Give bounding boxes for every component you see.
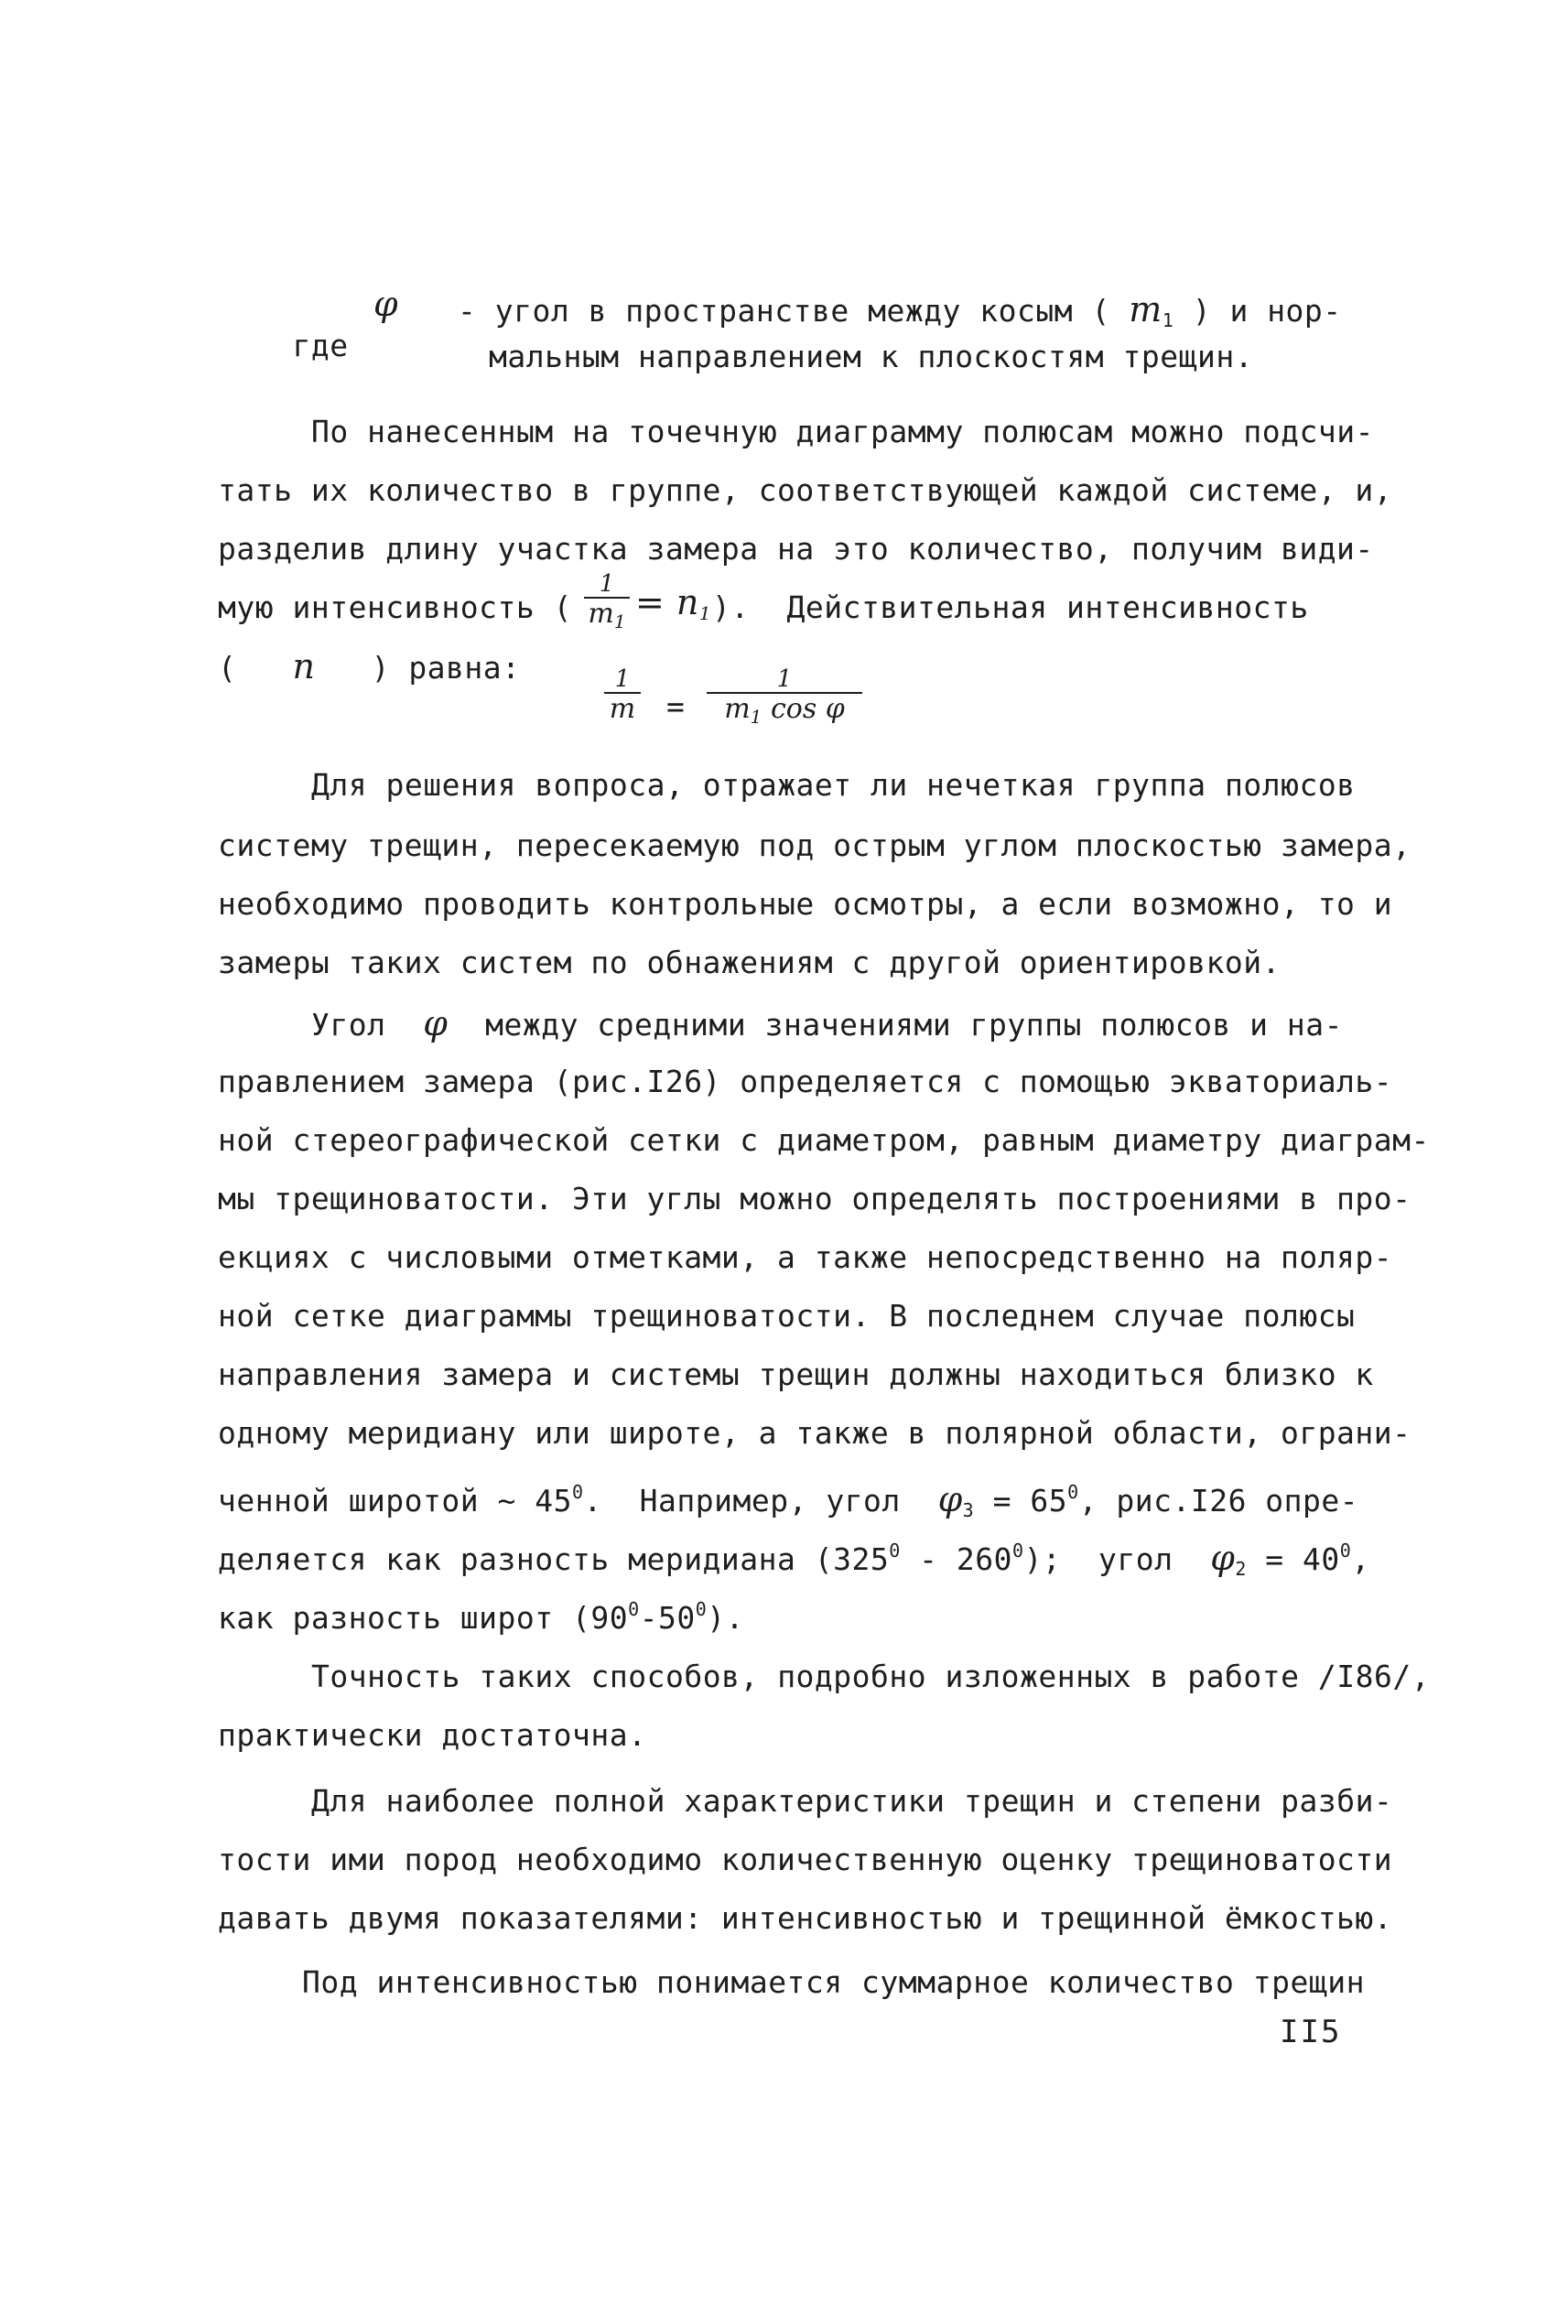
definition-text bbox=[458, 291, 1342, 339]
p3-l10-b: - 260 bbox=[900, 1541, 1013, 1577]
p3-line-10 bbox=[218, 1532, 1370, 1587]
p3-l9-deg1: 0 bbox=[572, 1481, 584, 1503]
eq-n1 bbox=[635, 584, 711, 632]
p3-line-9 bbox=[218, 1474, 1358, 1529]
p2-line-3: необходимо проводить контрольные осмотры, а если возможно, то и bbox=[218, 886, 1393, 922]
p3-line-1 bbox=[311, 1005, 1343, 1043]
p3-l10-phi-sub: 2 bbox=[1235, 1558, 1247, 1580]
p6-line-1: Под интенсивностью понимается суммарное количество трещин bbox=[302, 1964, 1365, 2000]
p3-line-7: направления замера и системы трещин должны находиться близко к bbox=[218, 1357, 1374, 1392]
p3-l11-c: ). bbox=[707, 1600, 745, 1636]
eq-n-sub: 1 bbox=[698, 602, 712, 624]
p3-l11-deg1: 0 bbox=[628, 1598, 640, 1620]
word-gde: где bbox=[292, 328, 349, 363]
formula-rhs-cos: cos φ bbox=[770, 693, 845, 725]
p3-l10-deg1: 0 bbox=[889, 1540, 901, 1562]
p3-line-6: ной сетке диаграммы трещиноватости. В последнем случае полюсы bbox=[218, 1298, 1356, 1334]
p3-l1-a: Угол bbox=[311, 1007, 386, 1043]
p1-line-4b: ). Действительная интенсивность bbox=[712, 589, 1309, 625]
p3-l9-c: = 65 bbox=[992, 1483, 1068, 1519]
symbol-phi: φ bbox=[373, 284, 399, 324]
p3-line-11 bbox=[218, 1591, 744, 1637]
formula-rhs-m: m bbox=[724, 693, 751, 725]
p3-l9-b: . Например, угол bbox=[583, 1483, 901, 1519]
p2-line-4: замеры таких систем по обнажениям с другой ориентировкой. bbox=[218, 945, 1281, 980]
p3-l1-b: между средними значениями группы полюсов и на- bbox=[485, 1007, 1344, 1043]
formula-eq: = bbox=[666, 688, 686, 724]
definition-line-2: мальным направлением к плоскостям трещин. bbox=[489, 339, 1254, 374]
p1-l5-rest: ) равна: bbox=[371, 650, 521, 686]
frac-den-m: m bbox=[588, 598, 614, 630]
p3-l10-a: деляется как разность меридиана (325 bbox=[218, 1541, 890, 1577]
formula-rhs-sub: 1 bbox=[750, 706, 762, 728]
p3-l10-d: = 40 bbox=[1265, 1541, 1340, 1577]
formula-rhs-num: 1 bbox=[776, 665, 793, 693]
frac-den bbox=[584, 599, 630, 637]
p3-l9-a: ченной широтой ∼ 45 bbox=[218, 1483, 572, 1519]
p3-l9-deg2: 0 bbox=[1067, 1481, 1079, 1503]
symbol-m: m bbox=[1129, 289, 1162, 330]
p1-line-1: По нанесенным на точечную диаграмму полюсам можно подсчи- bbox=[311, 414, 1374, 449]
p3-l9-phi: φ bbox=[937, 1479, 963, 1519]
formula-lhs bbox=[604, 666, 641, 725]
p2-line-1: Для решения вопроса, отражает ли нечеткая группа полюсов bbox=[311, 767, 1356, 803]
p4-line-1: Точность таких способов, подробно изложенных в работе /I86/, bbox=[311, 1659, 1431, 1694]
p3-l10-deg2: 0 bbox=[1012, 1540, 1024, 1562]
page-number: II5 bbox=[1280, 2014, 1342, 2050]
p1-line-3: разделив длину участка замера на это количество, получим види- bbox=[218, 531, 1374, 567]
p3-line-8: одному меридиану или широте, а также в полярной области, ограни- bbox=[218, 1415, 1411, 1451]
definition-line-1 bbox=[218, 291, 349, 401]
formula-rhs bbox=[707, 666, 862, 732]
p1-l5-open: ( bbox=[218, 650, 237, 686]
formula-lhs-den: m bbox=[609, 693, 636, 725]
p1-line-2: тать их количество в группе, соответствующей каждой системе, и, bbox=[218, 472, 1393, 508]
definition-text-a: - угол в пространстве между косым ( bbox=[458, 293, 1110, 329]
p2-line-2: систему трещин, пересекаемую под острым углом плоскостью замера, bbox=[218, 827, 1411, 863]
frac-num: 1 bbox=[599, 570, 615, 598]
p3-l10-deg3: 0 bbox=[1339, 1540, 1352, 1562]
p3-l11-deg2: 0 bbox=[695, 1598, 708, 1620]
p3-l9-phi-sub: 3 bbox=[962, 1499, 975, 1521]
p3-l10-phi: φ bbox=[1210, 1538, 1236, 1578]
p3-l11-a: как разность широт (90 bbox=[218, 1600, 629, 1636]
p3-l10-c: ); угол bbox=[1023, 1541, 1173, 1577]
p3-phi: φ bbox=[423, 1003, 449, 1043]
p3-l9-d: , рис.I26 опре- bbox=[1078, 1483, 1359, 1519]
p3-l11-b: -50 bbox=[639, 1600, 696, 1636]
p5-line-1: Для наиболее полной характеристики трещин и степени разби- bbox=[311, 1783, 1393, 1819]
symbol-m-sub: 1 bbox=[1162, 309, 1174, 331]
formula-rhs-den bbox=[707, 694, 862, 732]
p5-line-3: давать двумя показателями: интенсивностью и трещинной ёмкостью. bbox=[218, 1900, 1393, 1936]
p1-line-5 bbox=[218, 648, 521, 686]
formula-lhs-num: 1 bbox=[614, 665, 631, 693]
p5-line-2: тости ими пород необходимо количественную оценку трещиноватости bbox=[218, 1842, 1393, 1877]
definition-text-b: ) и нор- bbox=[1192, 293, 1342, 329]
p3-l10-e: , bbox=[1351, 1541, 1370, 1577]
symbol-n: n bbox=[292, 646, 316, 686]
p3-line-5: екциях с числовыми отметками, а также непосредственно на поляр- bbox=[218, 1239, 1393, 1275]
frac-den-sub: 1 bbox=[613, 611, 626, 632]
p3-line-4: мы трещиноватости. Эти углы можно определять построениями в про- bbox=[218, 1181, 1411, 1216]
fraction-1-over-m1 bbox=[584, 571, 630, 637]
p3-line-3: ной стереографической сетки с диаметром, равным диаметру диаграм- bbox=[218, 1122, 1430, 1158]
p1-line-4a: мую интенсивность ( bbox=[218, 589, 572, 625]
p4-line-2: практически достаточна. bbox=[218, 1717, 647, 1753]
eq-n: = n bbox=[635, 582, 699, 622]
p3-line-2: правлением замера (рис.I26) определяется с помощью экваториаль- bbox=[218, 1064, 1393, 1099]
